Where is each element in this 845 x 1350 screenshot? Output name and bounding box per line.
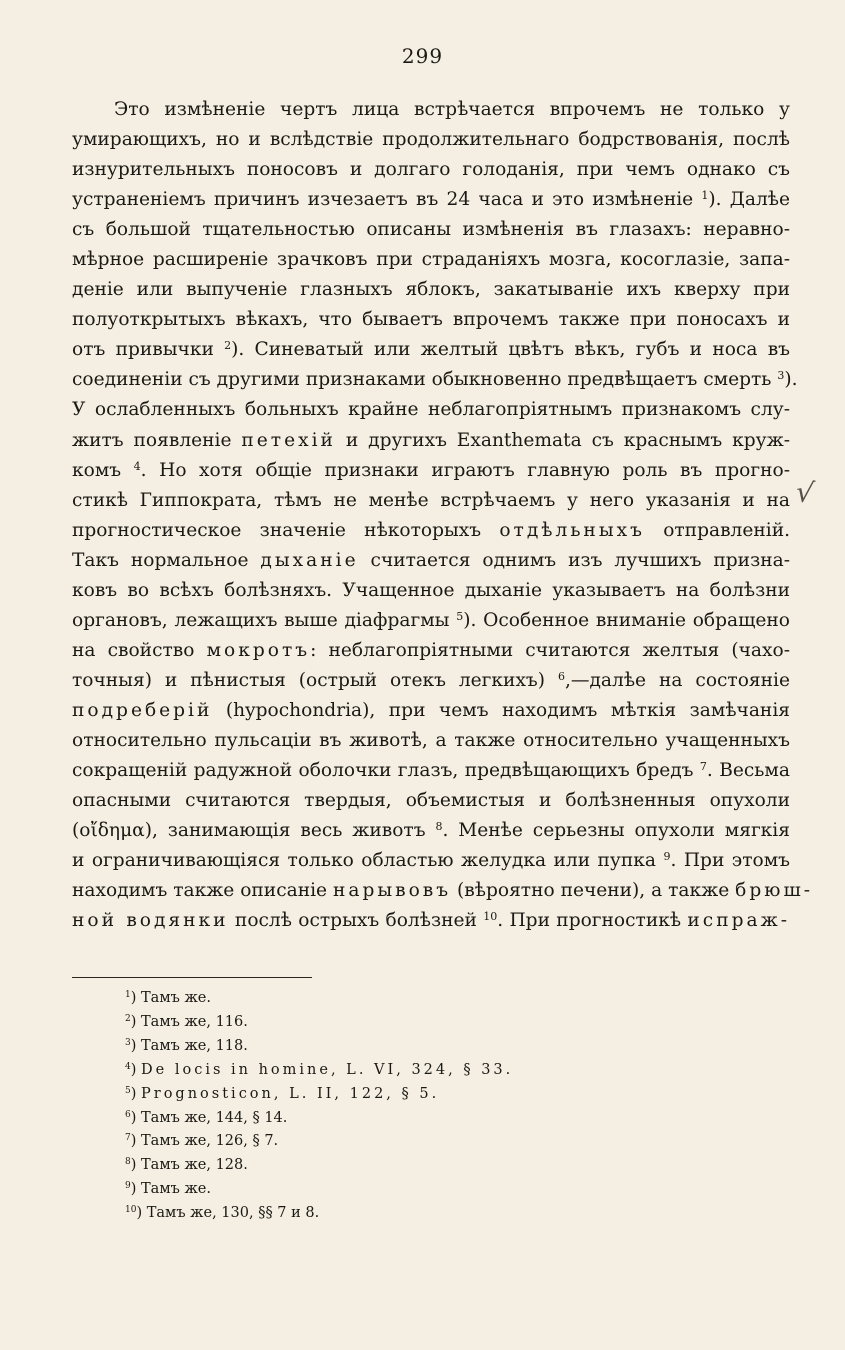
footnote: $^7$) Тамъ же, 126, § 7. bbox=[125, 1133, 279, 1150]
text-line: съ большой тщательностью описаны измѣненія въ глазахъ: неравно- bbox=[72, 219, 790, 241]
footnote: $^3$) Тамъ же, 118. bbox=[125, 1037, 248, 1054]
spaced-term: ной водянки bbox=[72, 910, 229, 932]
text-line: стикѣ Гиппократа, тѣмъ не менѣе встрѣчаемъ у него указанія и на bbox=[72, 489, 790, 511]
footnote-ref: 5 bbox=[456, 609, 464, 623]
text-line: (οἴδημα), занимающія весь животъ $^8$. Менѣе серьезны опухоли мягкія bbox=[72, 820, 790, 842]
footnote-ref: 10 bbox=[483, 910, 498, 924]
spaced-term: испраж- bbox=[687, 910, 790, 932]
footnote-ref: 4 bbox=[133, 459, 141, 473]
text-line: относительно пульсаціи въ животѣ, а также относительно учащенныхъ bbox=[72, 729, 790, 751]
text-line: устраненіемъ причинъ изчезаетъ въ 24 часа и это измѣненіе $^1$). Далѣе bbox=[72, 189, 790, 211]
text-line: мѣрное расширеніе зрачковъ при страданіяхъ мозга, косоглазіе, запа- bbox=[72, 249, 790, 271]
footnote-ref: 8 bbox=[435, 820, 443, 834]
spaced-term: отдѣльныхъ bbox=[499, 519, 645, 541]
footnote: $^8$) Тамъ же, 128. bbox=[125, 1157, 248, 1174]
spaced-term: дыханіе bbox=[260, 549, 359, 571]
text-line: и ограничивающіяся только областью желудка или пупка $^9$. При этомъ bbox=[72, 850, 790, 872]
footnote-ref: 6 bbox=[557, 669, 565, 683]
footnote: $^{10}$) Тамъ же, 130, §§ 7 и 8. bbox=[125, 1205, 320, 1222]
text-line: отъ привычки $^2$). Синеватый или желтый цвѣтъ вѣкъ, губъ и носа въ bbox=[72, 339, 790, 361]
footnote: $^5$) Prognosticon, L. II, 122, § 5. bbox=[125, 1085, 440, 1102]
text-line: находимъ также описаніе нарывовъ (вѣроятно печени), а также брюш- bbox=[72, 880, 814, 902]
text-line: изнурительныхъ поносовъ и долгаго голоданія, при чемъ однако съ bbox=[72, 159, 790, 181]
spaced-term: брюш- bbox=[735, 880, 814, 902]
body-text bbox=[72, 95, 814, 936]
text-line: органовъ, лежащихъ выше діафрагмы $^5$). Особенное вниманіе обращено bbox=[72, 609, 790, 631]
spaced-term: подреберій bbox=[72, 699, 213, 721]
text-line: деніе или выпученіе глазныхъ яблокъ, закатываніе ихъ кверху при bbox=[72, 279, 790, 301]
text-line: на свойство мокротъ: неблагопріятными считаются желтыя (чахо- bbox=[72, 639, 790, 661]
footnotes bbox=[125, 987, 625, 1226]
text-line: Такъ нормальное дыханіе считается однимъ изъ лучшихъ призна- bbox=[72, 549, 790, 571]
footnote: $^1$) Тамъ же. bbox=[125, 990, 211, 1006]
footnote-ref: 1 bbox=[701, 189, 709, 203]
footnote: $^4$) De locis in homine, L. VI, 324, § 33. bbox=[125, 1061, 514, 1078]
text-line: подреберій (hypochondria), при чемъ находимъ мѣткія замѣчанія bbox=[72, 699, 790, 721]
footnote-ref: 3 bbox=[777, 369, 785, 383]
spaced-term: мокротъ bbox=[206, 639, 311, 661]
text-line: комъ $^4$. Но хотя общіе признаки играютъ главную роль въ прогно- bbox=[72, 459, 790, 481]
spaced-term: петехій bbox=[241, 429, 336, 451]
text-line: опасными считаются твердыя, объемистыя и болѣзненныя опухоли bbox=[72, 790, 790, 812]
footnote-ref: 7 bbox=[699, 760, 707, 774]
text-line: сокращеній радужной оболочки глазъ, предвѣщающихъ бредъ $^7$. Весьма bbox=[72, 760, 790, 782]
footnote: $^6$) Тамъ же, 144, § 14. bbox=[125, 1109, 288, 1126]
page-number: 299 bbox=[401, 44, 444, 68]
text-line: умирающихъ, но и вслѣдствіе продолжительнаго бодрствованія, послѣ bbox=[72, 129, 790, 151]
text-line: полуоткрытыхъ вѣкахъ, что бываетъ впрочемъ также при поносахъ и bbox=[72, 309, 790, 331]
footnote-divider bbox=[72, 977, 312, 978]
text-line: У ослабленныхъ больныхъ крайне неблагопріятнымъ признакомъ слу- bbox=[72, 399, 790, 421]
footnote: $^2$) Тамъ же, 116. bbox=[125, 1013, 248, 1030]
check-mark-icon: √ bbox=[793, 474, 817, 511]
spaced-term: нарывовъ bbox=[332, 880, 452, 902]
text-line: соединеніи съ другими признаками обыкновенно предвѣщаетъ смерть $^3$). bbox=[72, 369, 798, 391]
footnote-ref: 2 bbox=[224, 339, 232, 353]
footnote-ref: 9 bbox=[663, 850, 671, 864]
text-line: житъ появленіе петехій и другихъ Exanthemata съ краснымъ круж- bbox=[72, 429, 790, 451]
footnote: $^9$) Тамъ же. bbox=[125, 1181, 211, 1198]
text-line: точныя) и пѣнистыя (острый отекъ легкихъ) $^6$,—далѣе на состояніе bbox=[72, 669, 790, 691]
text-line: ной водянки послѣ острыхъ болѣзней $^{10}$. При прогностикѣ испраж- bbox=[72, 910, 790, 932]
text-line: прогностическое значеніе нѣкоторыхъ отдѣльныхъ отправленій. bbox=[72, 519, 790, 541]
text-line: Это измѣненіе чертъ лица встрѣчается впрочемъ не только у bbox=[114, 99, 790, 120]
text-line: ковъ во всѣхъ болѣзняхъ. Учащенное дыханіе указываетъ на болѣзни bbox=[72, 579, 790, 601]
